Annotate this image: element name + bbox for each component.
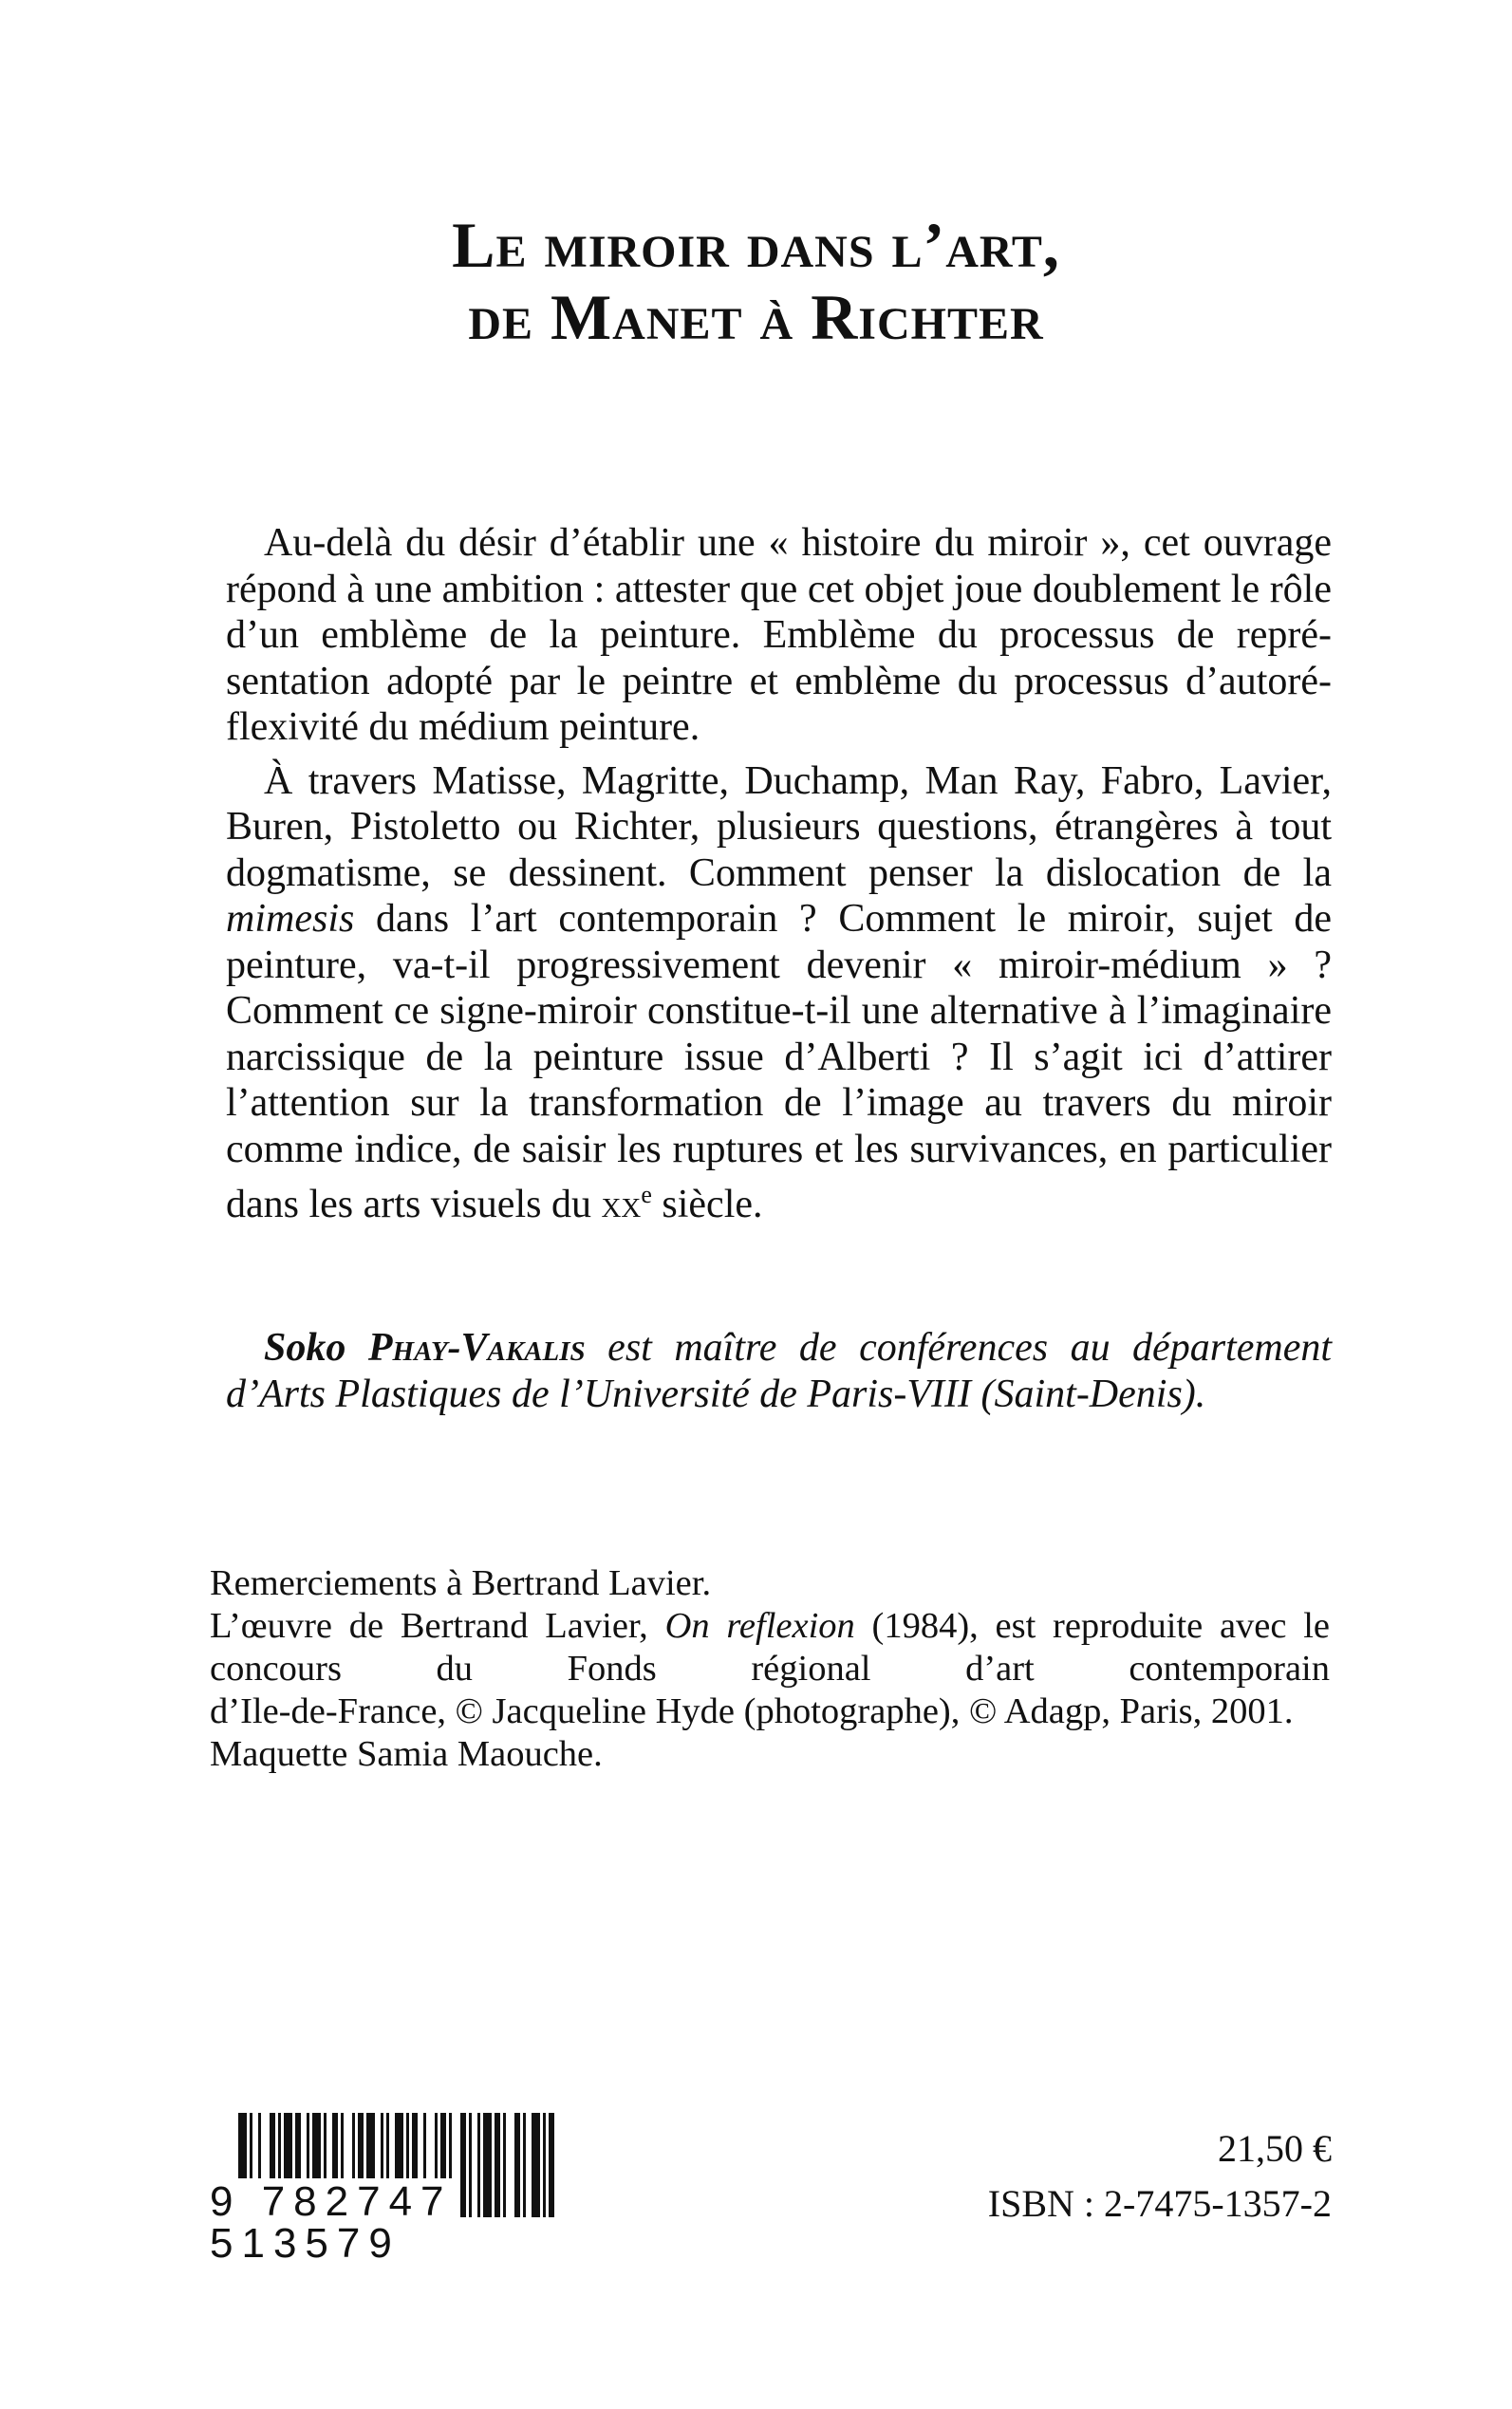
credits-layout: Maquette Samia Maouche. (210, 1734, 603, 1774)
summary-paragraph-2 (226, 758, 1332, 1228)
p2-mid: dans l’art contemporain ? Comment le miroir, sujet de peinture, va-t-il progressivement devenir « miroir-médium » ? Comment ce signe-miroir constitue-t-il une alternative à l’imaginaire narcissique de la peinture issue d’Alberti ? Il s’agit ici d’attirer l’attention sur la transformation de l’image au travers du miroir comme indice, de saisir les ruptures et les survivances, en particulier dans les arts visuels du (226, 897, 1332, 1226)
title-line-2: de Manet à Richter (468, 281, 1044, 354)
century-sup: e (641, 1181, 652, 1208)
barcode-digits (210, 2178, 608, 2267)
book-title (0, 209, 1512, 353)
credits-work (210, 1605, 1330, 1690)
p2-end: siècle. (651, 1183, 763, 1226)
summary (226, 520, 1332, 1228)
credits-thanks: Remerciements à Bertrand Lavier. (210, 1563, 712, 1603)
credits-line-3: d’Ile-de-France, © Jacqueline Hyde (photographe), © Adagp, Paris, 2001. (210, 1691, 1294, 1731)
century: xx (601, 1183, 642, 1226)
title-line-1: Le miroir dans l’art, (452, 209, 1060, 281)
author-last-name: Phay-Vakalis (367, 1326, 586, 1370)
p2-start: À travers Matisse, Magritte, Duchamp, Man Ray, Fabro, Lavier, Buren, Pistoletto ou Richter, plusieurs questions, étrangères à tout dogmatisme, se dessinent. Comment penser la dislocation de la (226, 758, 1332, 895)
author-bio-text: est maître de conférences au département d’Arts Plastiques de l’Université de Paris-VIII (Saint-Denis). (226, 1326, 1333, 1416)
credits (210, 1562, 1330, 1776)
credits-work-suffix: (1984), est reproduite avec le concours du Fonds régional d’art contemporain (210, 1606, 1331, 1689)
credits-work-title: On reflexion (664, 1606, 855, 1646)
author-bio (226, 1325, 1332, 1418)
isbn: ISBN : 2-7475-1357-2 (987, 2182, 1332, 2225)
summary-paragraph-1: Au-delà du désir d’établir une « histoire du miroir », cet ouvrage répond à une ambition : attester que cet objet joue doublement le rôle d’un emblème de la peinture. Emblème du processus de représentation adopté par le peintre et emblème du processus d’autoréflexivité du médium peinture. (226, 521, 1332, 749)
barcode-digits-text: 9 782747 513579 (210, 2178, 453, 2267)
p2-italic-mimesis: mimesis (226, 897, 355, 941)
credits-work-prefix: L’œuvre de Bertrand Lavier, (210, 1606, 665, 1646)
author-first-name: Soko (264, 1326, 346, 1370)
price: 21,50 € (1218, 2127, 1332, 2170)
